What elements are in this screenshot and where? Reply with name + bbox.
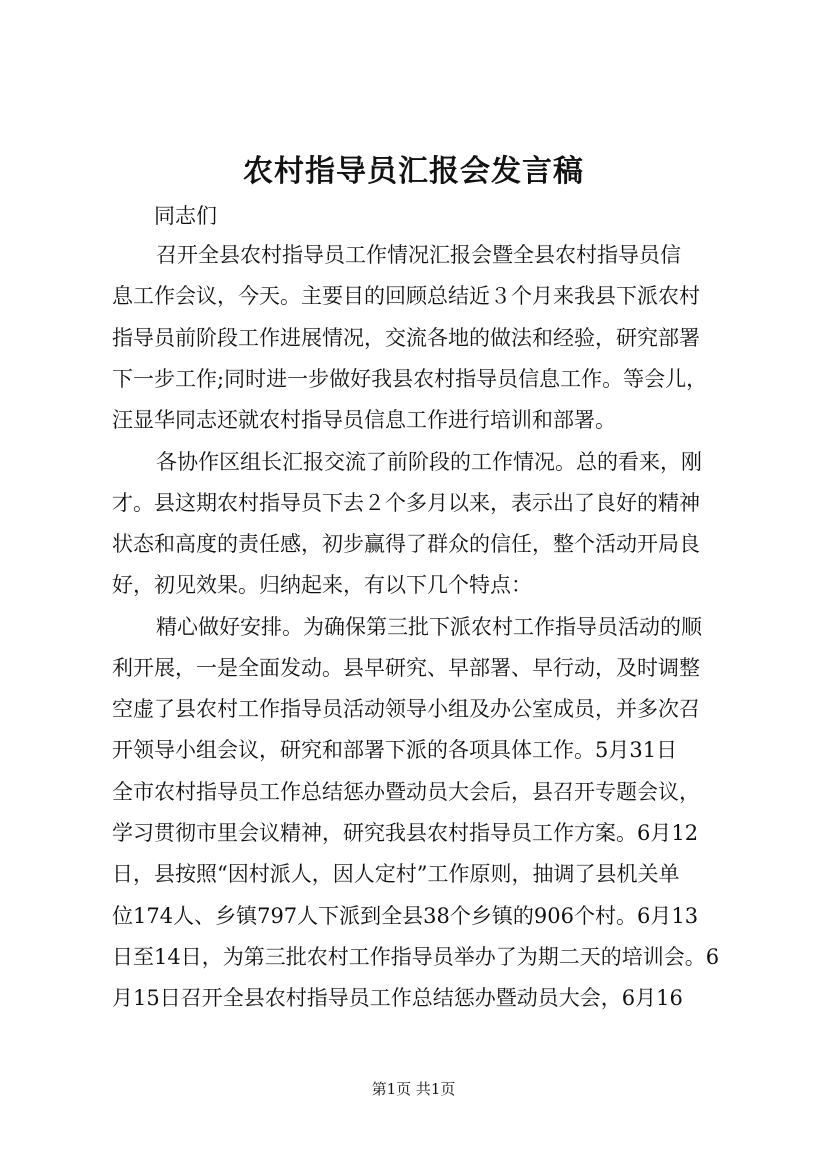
- paragraph-line: 空虚了县农村工作指导员活动领导小组及办公室成员，并多次召: [112, 697, 700, 721]
- paragraph-line: 状态和高度的责任感，初步赢得了群众的信任，整个活动开局良: [112, 532, 700, 556]
- paragraph-line: 精心做好安排。为确保第三批下派农村工作指导员活动的顺: [156, 615, 702, 639]
- paragraph-line: 日，县按照“因村派人，因人定村”工作原则，抽调了县机关单: [112, 862, 680, 886]
- paragraph-line: 好，初见效果。归纳起来，有以下几个特点：: [112, 573, 532, 597]
- document-title: 农村指导员汇报会发言稿: [243, 154, 584, 189]
- page-footer: 第1页 共1页: [371, 1080, 456, 1098]
- paragraph-line: 召开全县农村指导员工作情况汇报会暨全县农村指导员信: [156, 243, 681, 267]
- paragraph-line: 开领导小组会议，研究和部署下派的各项具体工作。5月31日: [112, 738, 678, 762]
- paragraph-line: 汪显华同志还就农村指导员信息工作进行培训和部署。: [112, 408, 616, 432]
- paragraph-line: 利开展，一是全面发动。县早研究、早部署、早行动，及时调整: [112, 656, 700, 680]
- paragraph-line: 学习贯彻市里会议精神，研究我县农村指导员工作方案。6月12: [112, 821, 699, 845]
- paragraph-line: 下一步工作;同时进一步做好我县农村指导员信息工作。等会儿，: [112, 367, 708, 391]
- salutation: 同志们: [154, 204, 217, 228]
- paragraph-line: 全市农村指导员工作总结惩办暨动员大会后，县召开专题会议，: [112, 780, 700, 804]
- paragraph-line: 息工作会议，今天。主要目的回顾总结近３个月来我县下派农村: [112, 284, 700, 308]
- paragraph-line: 日至14日，为第三批农村工作指导员举办了为期二天的培训会。6: [112, 945, 720, 969]
- paragraph-line: 各协作区组长汇报交流了前阶段的工作情况。总的看来，刚: [156, 450, 702, 474]
- paragraph-line: 才。县这期农村指导员下去２个多月以来，表示出了良好的精神: [112, 491, 700, 515]
- paragraph-line: 位174人、乡镇797人下派到全县38个乡镇的906个村。6月13: [112, 904, 699, 928]
- paragraph-line: 月15日召开全县农村指导员工作总结惩办暨动员大会，6月16: [112, 986, 683, 1010]
- paragraph-line: 指导员前阶段工作进展情况，交流各地的做法和经验，研究部署: [112, 326, 700, 350]
